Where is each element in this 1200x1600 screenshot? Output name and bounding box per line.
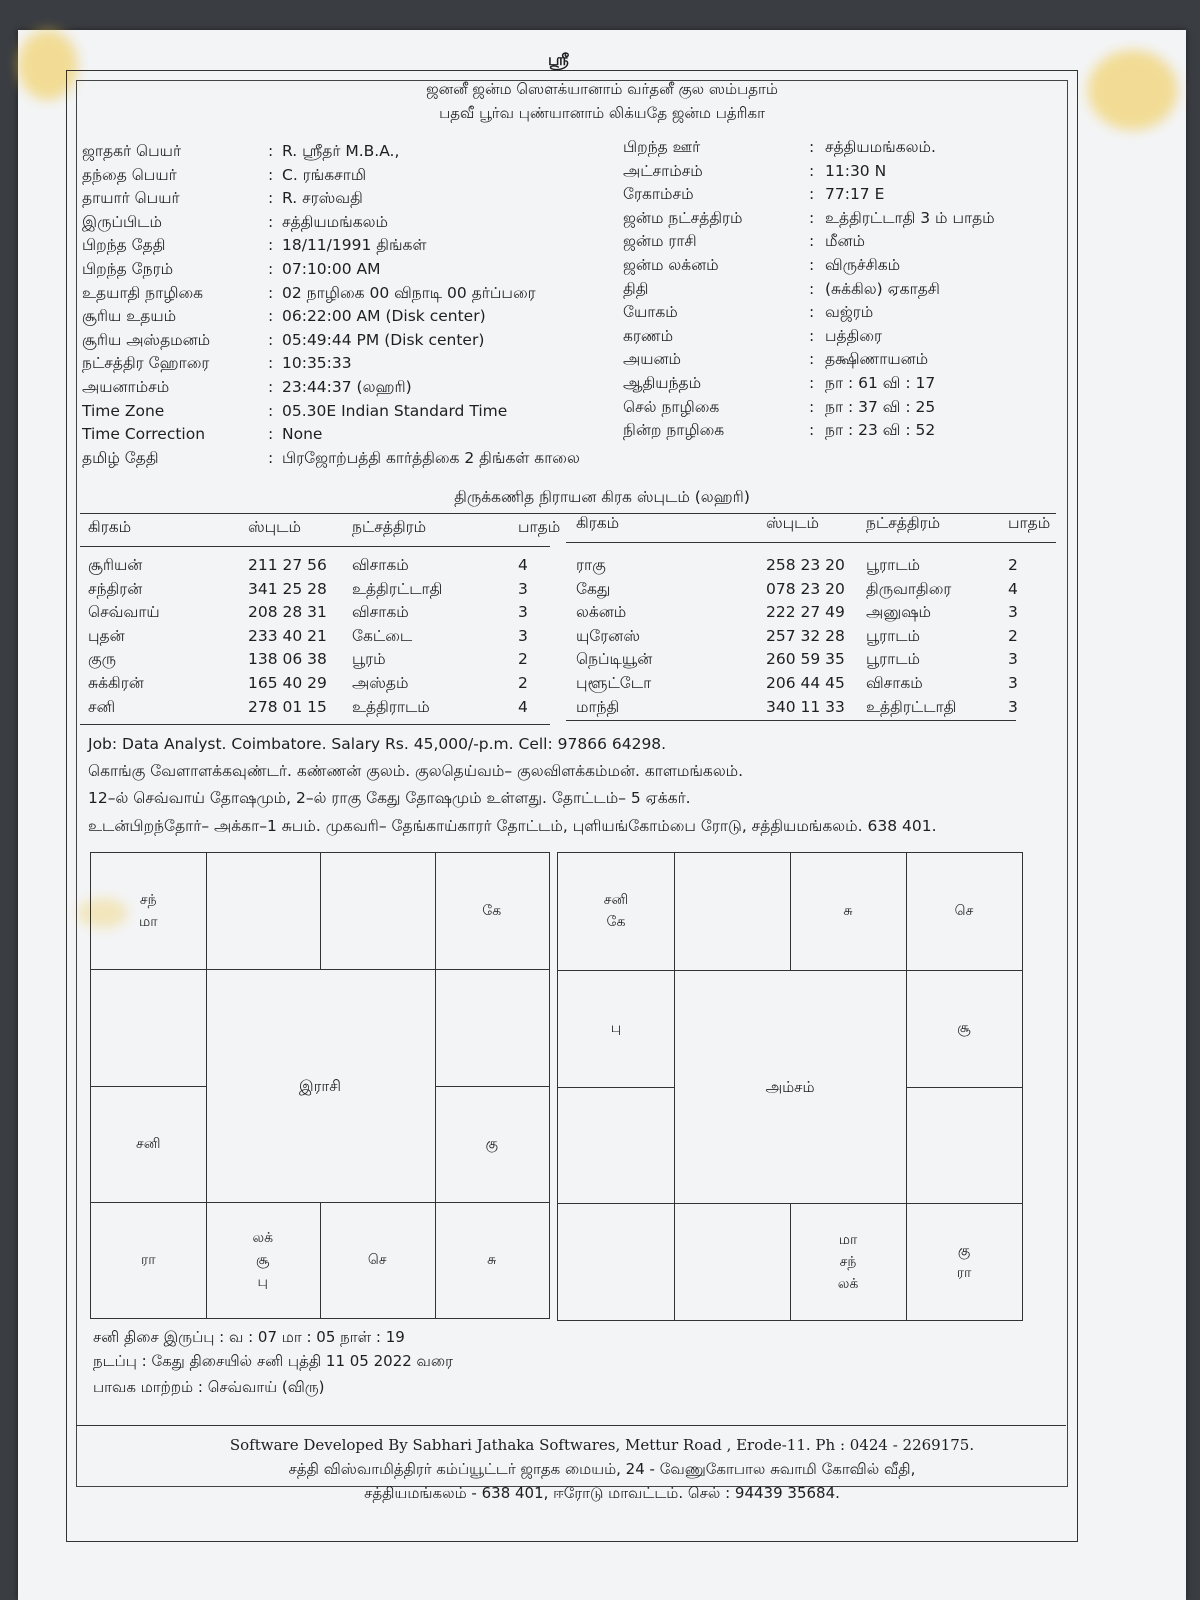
planet-longitude: 233 40 21 [248, 626, 327, 645]
detail-label: யோகம் [623, 303, 678, 322]
detail-label: ஜாதகர் பெயர் [82, 142, 182, 160]
planet-longitude: 211 27 56 [248, 556, 327, 574]
detail-label: Time Zone [82, 401, 165, 420]
detail-label: தமிழ் தேதி [82, 448, 159, 467]
planet-name: சுக்கிரன் [88, 674, 144, 692]
table-header: கிரகம் [88, 518, 132, 536]
planet-star: உத்திராடம் [352, 697, 430, 716]
table-header-rule-right [566, 542, 1056, 543]
chart-house-planets: சு [487, 1251, 497, 1268]
table-header: ஸ்புடம் [766, 514, 819, 532]
detail-colon: : [809, 374, 815, 392]
note-siblings-address: உடன்பிறந்தோர்– அக்கா–1 சுபம். முகவரி– தேங்காய்காரர் தோட்டம், புளியங்கோம்பை ரோடு, சத்தியமங்கலம். 638 401. [88, 817, 937, 835]
detail-label: திதி [623, 279, 649, 298]
planet-name: கேது [576, 579, 611, 598]
note-dosham: 12–ல் செவ்வாய் தோஷமும், 2–ல் ராகு கேது தோஷமும் உள்ளது. தோட்டம்– 5 ஏக்கர். [88, 789, 691, 807]
detail-value: 02 நாழிகை 00 விநாடி 00 தர்ப்பரை [282, 283, 536, 302]
planet-longitude: 257 32 28 [766, 626, 845, 645]
detail-colon: : [268, 448, 274, 467]
table-header: நட்சத்திரம் [352, 518, 427, 536]
detail-value: 11:30 N [825, 161, 887, 180]
detail-value: 23:44:37 (லஹரி) [282, 378, 412, 396]
detail-label: கரணம் [623, 326, 674, 345]
detail-colon: : [809, 350, 815, 369]
detail-colon: : [809, 303, 815, 322]
table-header-rule-left [80, 546, 550, 547]
detail-value: சத்தியமங்கலம். [825, 138, 936, 156]
detail-colon: : [268, 283, 274, 302]
planet-star: விசாகம் [866, 674, 923, 692]
planet-name: ராகு [576, 556, 606, 574]
planet-longitude: 206 44 45 [766, 674, 845, 692]
detail-label: ஜன்ம லக்னம் [623, 256, 719, 274]
planet-longitude: 165 40 29 [248, 674, 327, 692]
detail-colon: : [809, 138, 815, 156]
detail-colon: : [268, 307, 274, 326]
table-header: ஸ்புடம் [248, 518, 301, 536]
detail-label: சூரிய உதயம் [82, 307, 177, 326]
planet-name: சந்திரன் [88, 579, 143, 598]
planet-star: கேட்டை [352, 626, 413, 645]
planet-pada: 3 [1008, 603, 1018, 622]
detail-colon: : [268, 189, 274, 208]
planet-star: விசாகம் [352, 603, 409, 622]
detail-label: பிறந்த நேரம் [82, 260, 174, 278]
detail-colon: : [809, 208, 815, 227]
planet-star: அனுஷம் [866, 603, 932, 622]
detail-colon: : [268, 378, 274, 396]
planet-star: பூராடம் [866, 650, 921, 669]
chart-house-planets: சூ [957, 1020, 971, 1037]
planet-pada: 3 [518, 626, 528, 645]
footer-centre-address: சத்தி விஸ்வாமித்திரர் கம்ப்யூட்டர் ஜாதக மையம், 24 - வேணுகோபால சுவாமி கோவில் வீதி, [288, 1460, 916, 1478]
detail-colon: : [809, 256, 815, 274]
detail-colon: : [268, 236, 274, 255]
detail-label: பிறந்த தேதி [82, 236, 166, 255]
detail-value: R. ஸ்ரீதர் M.B.A., [282, 142, 400, 160]
chart-house-planets: கே [482, 903, 502, 920]
chart-house-planets: பு [610, 1020, 622, 1037]
detail-colon: : [809, 326, 815, 345]
detail-label: பிறந்த ஊர் [623, 138, 701, 156]
chart-house-planets: சனி கே [603, 892, 629, 931]
chart-house-planets: செ [954, 903, 974, 920]
planet-pada: 4 [518, 697, 528, 716]
detail-value: R. சரஸ்வதி [282, 189, 363, 208]
detail-value: 77:17 E [825, 185, 885, 204]
footer-contact: சத்தியமங்கலம் - 638 401, ஈரோடு மாவட்டம். செல் : 94439 35684. [364, 1484, 840, 1502]
grid-line [91, 969, 549, 970]
planet-longitude: 138 06 38 [248, 650, 327, 669]
planet-name: சூரியன் [88, 556, 143, 574]
planet-star: உத்திரட்டாதி [352, 579, 443, 598]
planet-star: பூரம் [352, 650, 386, 669]
planet-longitude: 260 59 35 [766, 650, 845, 669]
planet-pada: 3 [1008, 650, 1018, 669]
detail-label: தந்தை பெயர் [82, 165, 177, 184]
planet-pada: 3 [1008, 674, 1018, 692]
detail-colon: : [268, 212, 274, 231]
chart-center-label: அம்சம் [765, 1077, 815, 1096]
detail-value: பத்திரை [825, 326, 883, 345]
detail-colon: : [809, 185, 815, 204]
detail-label: தாயார் பெயர் [82, 189, 180, 208]
detail-colon: : [268, 142, 274, 160]
detail-label: ஆதியந்தம் [623, 374, 702, 392]
detail-value: நா : 61 வி : 17 [825, 374, 936, 392]
detail-colon: : [809, 161, 815, 180]
footer-rule [76, 1425, 1066, 1426]
planet-longitude: 208 28 31 [248, 603, 327, 622]
detail-label: ஜன்ம நட்சத்திரம் [623, 208, 743, 227]
detail-value: 05.30E Indian Standard Time [282, 401, 508, 420]
planet-name: நெப்டியூன் [576, 650, 653, 669]
header-line-1: ஜனனீ ஜன்ம ஸௌக்யானாம் வர்தனீ குல ஸம்பதாம் [426, 80, 778, 98]
planet-longitude: 341 25 28 [248, 579, 327, 598]
detail-colon: : [268, 330, 274, 349]
planet-longitude: 258 23 20 [766, 556, 845, 574]
planet-longitude: 222 27 49 [766, 603, 845, 622]
dasa-balance: சனி திசை இருப்பு : வ : 07 மா : 05 நாள் : 19 [93, 1328, 405, 1346]
planet-name: சனி [88, 697, 116, 716]
detail-value: விருச்சிகம் [825, 256, 901, 274]
planet-star: விசாகம் [352, 556, 409, 574]
detail-value: நா : 37 வி : 25 [825, 397, 936, 416]
planet-name: மாந்தி [576, 697, 620, 716]
chart-house-planets: சந் மா [138, 892, 158, 931]
planet-star: அஸ்தம் [352, 674, 409, 692]
planet-longitude: 340 11 33 [766, 697, 845, 716]
planet-name: புதன் [88, 626, 125, 645]
planet-pada: 2 [1008, 626, 1018, 645]
detail-value: மீனம் [825, 232, 866, 251]
detail-value: 06:22:00 AM (Disk center) [282, 307, 486, 326]
planet-star: உத்திரட்டாதி [866, 697, 957, 716]
detail-value: (சுக்கில) ஏகாதசி [825, 279, 940, 298]
planet-pada: 3 [518, 603, 528, 622]
detail-value: C. ரங்கசாமி [282, 165, 367, 184]
detail-colon: : [268, 260, 274, 278]
table-bottom-rule-right [566, 720, 1016, 721]
table-header: பாதம் [1008, 514, 1051, 532]
detail-value: 07:10:00 AM [282, 260, 381, 278]
detail-colon: : [268, 401, 274, 420]
header-line-2: பதவீ பூர்வ புண்யானாம் லிக்யதே ஜன்ம பத்ரிகா [439, 104, 765, 122]
detail-label: நட்சத்திர ஹோரை [82, 354, 210, 373]
detail-value: 18/11/1991 திங்கள் [282, 236, 427, 255]
detail-label: அட்சாம்சம் [623, 161, 703, 180]
detail-label: Time Correction [82, 425, 206, 444]
chart-house-planets: லக் சூ பு [252, 1229, 274, 1290]
chart-house-planets: செ [367, 1251, 387, 1268]
detail-label: இருப்பிடம் [82, 212, 162, 231]
chart-house-planets: சனி [136, 1135, 161, 1152]
detail-colon: : [268, 425, 274, 444]
detail-value: 05:49:44 PM (Disk center) [282, 330, 485, 349]
detail-label: செல் நாழிகை [623, 397, 720, 416]
detail-value: தக்ஷிணாயனம் [825, 350, 929, 369]
detail-colon: : [809, 397, 815, 416]
table-header: கிரகம் [576, 514, 620, 532]
planet-name: செவ்வாய் [88, 603, 160, 622]
planet-name: லக்னம் [576, 603, 627, 622]
detail-colon: : [809, 232, 815, 251]
planet-longitude: 078 23 20 [766, 579, 845, 598]
detail-value: None [282, 425, 323, 444]
planet-pada: 2 [518, 674, 528, 692]
detail-label: உதயாதி நாழிகை [82, 283, 204, 302]
detail-label: ரேகாம்சம் [623, 185, 694, 204]
chart-house-planets: கு [485, 1135, 498, 1152]
grid-line [91, 1202, 549, 1203]
grid-line [558, 1087, 674, 1088]
planet-name: யுரேனஸ் [576, 626, 640, 645]
grid-line [558, 970, 1022, 971]
planet-pada: 2 [1008, 556, 1018, 574]
planet-pada: 3 [518, 579, 528, 598]
grid-line [91, 1086, 206, 1087]
chart-house-planets: கு ரா [956, 1242, 972, 1281]
planet-star: பூராடம் [866, 556, 921, 574]
table-header: பாதம் [518, 518, 561, 536]
detail-value: பிரஜோற்பத்தி கார்த்திகை 2 திங்கள் காலை [282, 448, 580, 467]
detail-colon: : [809, 279, 815, 298]
bhava-change: பாவக மாற்றம் : செவ்வாய் (விரு) [93, 1378, 325, 1396]
planet-pada: 3 [1008, 697, 1018, 716]
rasi-chart [90, 852, 550, 1319]
table-header: நட்சத்திரம் [866, 514, 941, 532]
planet-star: பூராடம் [866, 626, 921, 645]
detail-value: உத்திரட்டாதி 3 ம் பாதம் [825, 208, 995, 227]
chart-house-planets: ரா [140, 1251, 156, 1268]
planet-name: குரு [88, 650, 117, 669]
planet-longitude: 278 01 15 [248, 697, 327, 716]
chart-center-label: இராசி [299, 1076, 341, 1095]
grid-line [906, 1087, 1022, 1088]
detail-label: ஜன்ம ராசி [623, 232, 697, 251]
detail-label: சூரிய அஸ்தமனம் [82, 330, 211, 349]
detail-value: 10:35:33 [282, 354, 352, 373]
grid-line [320, 853, 321, 969]
detail-label: அயனாம்சம் [82, 378, 170, 396]
chart-house-planets: மா சந் லக் [837, 1231, 859, 1292]
amsam-chart [557, 852, 1023, 1321]
detail-colon: : [268, 354, 274, 373]
detail-colon: : [809, 421, 815, 440]
detail-value: சத்தியமங்கலம் [282, 212, 388, 231]
detail-colon: : [268, 165, 274, 184]
note-job: Job: Data Analyst. Coimbatore. Salary Rs. 45,000/-p.m. Cell: 97866 64298. [88, 735, 667, 753]
horoscope-sheet [18, 30, 1186, 1600]
planet-pada: 2 [518, 650, 528, 669]
table-bottom-rule-left [80, 724, 550, 725]
footer-software: Software Developed By Sabhari Jathaka Softwares, Mettur Road , Erode-11. Ph : 0424 - 2269175. [229, 1436, 975, 1454]
detail-label: நின்ற நாழிகை [623, 421, 725, 440]
sri-mark: ஸ்ரீ [548, 50, 569, 69]
planet-star: திருவாதிரை [866, 579, 952, 598]
planet-pada: 4 [518, 556, 528, 574]
detail-value: வஜ்ரம் [825, 303, 874, 322]
grid-line [435, 1086, 550, 1087]
planet-pada: 4 [1008, 579, 1018, 598]
current-dasa: நடப்பு : கேது திசையில் சனி புத்தி 11 05 2022 வரை [93, 1352, 453, 1370]
detail-value: நா : 23 வி : 52 [825, 421, 936, 440]
grid-line [558, 1203, 1022, 1204]
detail-label: அயனம் [623, 350, 682, 369]
note-community: கொங்கு வேளாளக்கவுண்டர். கண்ணன் குலம். குலதெய்வம்– குலவிளக்கம்மன். காளமங்கலம். [88, 762, 744, 780]
planet-table-title: திருக்கணித நிராயன கிரக ஸ்புடம் (லஹரி) [454, 488, 750, 506]
planet-name: புளூட்டோ [576, 674, 652, 692]
chart-house-planets: சு [843, 903, 853, 920]
